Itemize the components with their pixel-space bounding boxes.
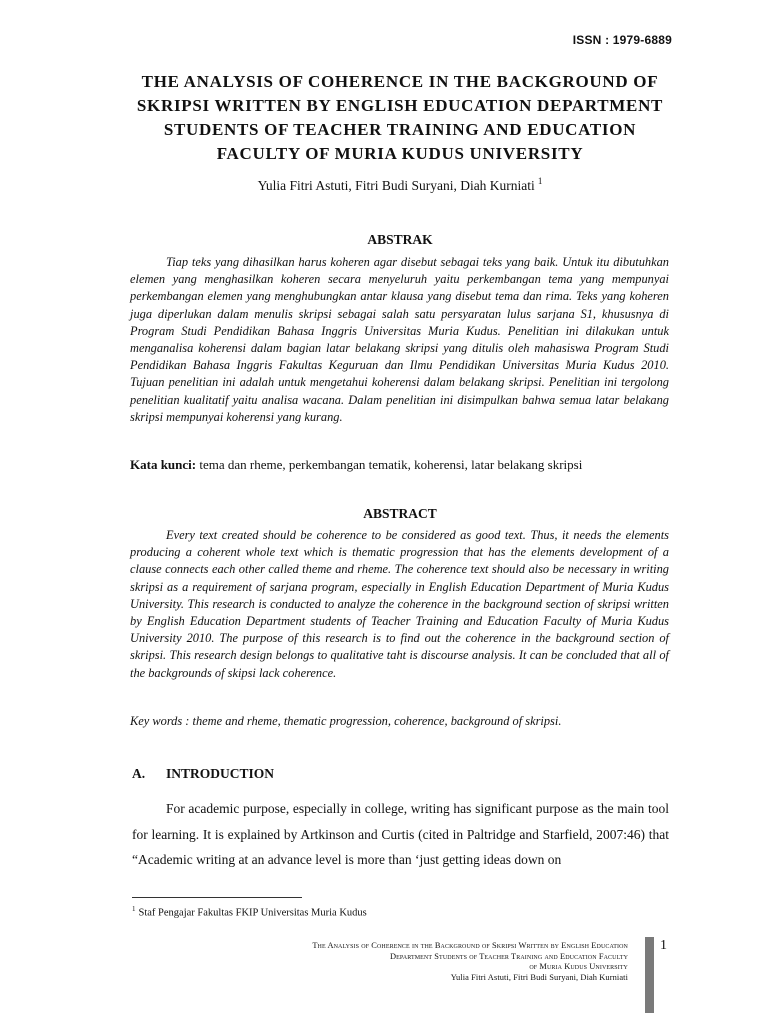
abstract-heading: ABSTRACT (363, 506, 437, 521)
page-number: 1 (660, 938, 667, 953)
section-number: A. (132, 766, 146, 781)
abstract-keywords: Key words : theme and rheme, thematic progression, coherence, background of skripsi. (130, 714, 562, 728)
abstrak-keywords (130, 457, 669, 473)
introduction-paragraph: For academic purpose, especially in college, writing has significant purpose as the main tool for learning. It is explained by Artkinson and Curtis (cited in Paltridge and Starfield, 2007:46) that “Academic writing at an advance level is more than ‘just getting ideas down on (132, 801, 669, 867)
footer-line-1: The Analysis of Coherence in the Background of Skripsi Written by English Education (312, 941, 628, 950)
abstrak-keywords-text: tema dan rheme, perkembangan tematik, koherensi, latar belakang skripsi (196, 457, 583, 472)
footer-authors: Yulia Fitri Astuti, Fitri Budi Suryani, Diah Kurniati (450, 972, 628, 982)
footer-line-2: Department Students of Teacher Training and Education Faculty (389, 951, 628, 961)
footnote-mark: 1 (132, 905, 136, 913)
author-line (128, 178, 672, 194)
footnote-text: Staf Pengajar Fakultas FKIP Universitas Muria Kudus (138, 907, 367, 919)
issn-label: ISSN : 1979-6889 (572, 33, 672, 47)
footnote-divider (132, 897, 302, 898)
abstrak-heading: ABSTRAK (367, 232, 433, 247)
footnote (132, 905, 367, 919)
abstrak-text: Tiap teks yang dihasilkan harus koheren agar disebut sebagai teks yang baik. Untuk itu dibutuhkan elemen yang menghasilkan koheren secara menyeluruh yaitu perkembangan tema yang mempunyai perkembangan elemen yang menghubungkan antar klausa yang disebut tema dan rima. Teks yang koheren juga diperlukan dalam menulis skripsi sebagai salah satu persyaratan lulus sarjana S1, khususnya di Program Studi Pendidikan Bahasa Inggris Universitas Muria Kudus. Penelitian ini dilakukan untuk menganalisa koherensi dalam bagian latar belakang skripsi yang ditulis oleh mahasiswa Program Studi Pendidikan Bahasa Inggris Fakultas Keguruan dan Ilmu Pendidikan Universitas Muria Kudus 2010. Tujuan penelitian ini adalah untuk mengetahui koherensi dalam belakang skripsi. Penelitian ini tergolong penelitian kualitatif yaitu analisa wacana. Dalam penelitian ini disimpulkan bahwa semua latar belakang skripsi mempunyai koherensi yang kurang. (130, 255, 669, 424)
section-heading-introduction (132, 766, 274, 782)
running-footer (150, 941, 628, 983)
author-footnote-mark: 1 (537, 176, 543, 186)
paper-title: THE ANALYSIS OF COHERENCE IN THE BACKGROUND OF SKRIPSI WRITTEN BY ENGLISH EDUCATION DEPARTMENT STUDENTS OF TEACHER TRAINING AND EDUCATION FACULTY OF MURIA KUDUS UNIVERSITY (136, 72, 664, 163)
footer-line-3: of Muria Kudus University (529, 962, 628, 972)
abstrak-keywords-label: Kata kunci: (130, 457, 197, 472)
abstract-text: Every text created should be coherence to be considered as good text. Thus, it needs the elements producing a coherent whole text which is thematic progression that has the elements development of a clause connects each other called theme and rheme. The coherence text should also be necessary in writing skripsi as a requirement of sarjana program, especially in English Education Department of Muria Kudus University. This research is conducted to analyze the coherence in the background section of skripsi written by English Education Department students of Teacher Training and Education Faculty of Muria Kudus University 2010. The purpose of this research is to find out the coherence in the background section of skripsi. This research design belongs to qualitative taht is discourse analysis. It can be concluded that all of the backgrounds of skipsi lack coherence. (130, 528, 669, 680)
author-names: Yulia Fitri Astuti, Fitri Budi Suryani, Diah Kurniati (257, 178, 535, 193)
page-marker-bar (645, 937, 654, 1013)
section-title: INTRODUCTION (166, 766, 275, 781)
